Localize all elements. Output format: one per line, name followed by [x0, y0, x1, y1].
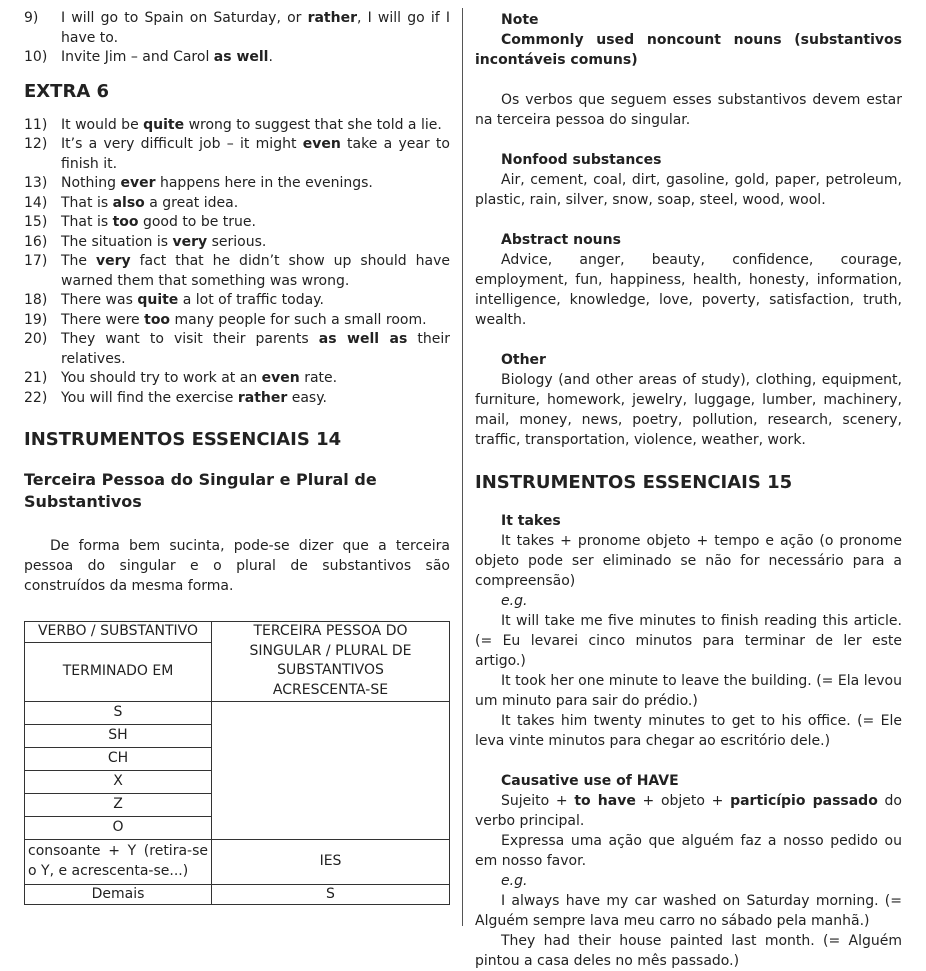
table-cell: CH: [25, 747, 212, 770]
ittakes-rule: It takes + pronome objeto + tempo e ação (o pronome objeto pode ser eliminado se não for necessário para a compreensão): [475, 533, 902, 589]
item-number: 22): [24, 389, 48, 406]
list-item: [24, 213, 450, 233]
list-item: [24, 330, 450, 369]
item-number: 18): [24, 292, 48, 308]
item-text: There was quite a lot of traffic today.: [61, 292, 324, 308]
left-column: [24, 0, 450, 905]
exercise-list-a: [24, 9, 450, 68]
list-item: [24, 252, 450, 291]
other-title: Other: [501, 352, 546, 368]
item-text: The very fact that he didn’t show up should have warned them that something was wrong.: [61, 253, 450, 289]
list-item: [24, 135, 450, 174]
column-divider: [462, 8, 463, 926]
example-5: They had their house painted last month. (= Alguém pintou a casa deles no mês passado.): [475, 933, 902, 969]
subheading: Terceira Pessoa do Singular e Plural de Substantivos: [24, 470, 377, 511]
table-cell: O: [25, 816, 212, 839]
abstract-text: Advice, anger, beauty, confidence, courage, employment, fun, happiness, health, honesty, information, intelligence, knowledge, love, poverty, satisfaction, truth, wealth.: [475, 252, 902, 328]
abstract-title: Abstract nouns: [501, 232, 621, 248]
table-cell-s: S: [212, 884, 450, 905]
list-item: [24, 48, 450, 68]
item-text: There were too many people for such a small room.: [61, 311, 427, 328]
causative-desc: Expressa uma ação que alguém faz a nosso pedido ou em nosso favor.: [475, 833, 902, 869]
item-text: It’s a very difficult job – it might even take a year to finish it.: [61, 136, 450, 172]
item-number: 9): [24, 10, 39, 26]
right-column: [475, 0, 902, 971]
note-text: Os verbos que seguem esses substantivos devem estar na terceira pessoa do singular.: [475, 92, 902, 128]
table-head-left-2: TERMINADO EM: [25, 642, 212, 701]
item-text: It would be quite wrong to suggest that she told a lie.: [61, 116, 442, 133]
eg-label: e.g.: [501, 593, 528, 609]
endings-table: [24, 621, 450, 905]
note-subtitle: Commonly used noncount nouns (substantivos incontáveis comuns): [475, 32, 902, 68]
example-4: I always have my car washed on Saturday morning. (= Alguém sempre lava meu carro no sábado pela manhã.): [475, 893, 902, 929]
example-2: It took her one minute to leave the building. (= Ela levou um minuto para sair do prédio.): [475, 673, 902, 709]
list-item: [24, 174, 450, 194]
item-number: 14): [24, 194, 48, 211]
extra-heading: EXTRA 6: [24, 80, 110, 102]
list-item: [24, 9, 450, 48]
list-item: [24, 311, 450, 331]
nonfood-title: Nonfood substances: [501, 152, 662, 168]
item-text: The situation is very serious.: [61, 233, 267, 250]
list-item: [24, 116, 450, 136]
item-text: You will find the exercise rather easy.: [61, 389, 327, 406]
table-cell: X: [25, 770, 212, 793]
other-text: Biology (and other areas of study), clothing, equipment, furniture, homework, jewelry, luggage, lumber, machinery, mail, money, news, poetry, pollution, research, scenery, traffic, transportation, violence, weather, work.: [475, 372, 902, 448]
item-number: 16): [24, 233, 48, 250]
item-text: Nothing ever happens here in the evenings.: [61, 175, 373, 191]
table-cell-ies: IES: [212, 839, 450, 884]
ittakes-title: It takes: [501, 513, 561, 529]
item-number: 21): [24, 370, 48, 386]
table-cell: Z: [25, 793, 212, 816]
item-text: I will go to Spain on Saturday, or rather, I will go if I have to.: [61, 10, 450, 46]
section-heading-14: INSTRUMENTOS ESSENCIAIS 14: [24, 429, 342, 450]
list-item: [24, 389, 450, 409]
causative-rule: Sujeito + to have + objeto + particípio passado do verbo principal.: [475, 793, 902, 829]
table-cell-empty: [212, 701, 450, 839]
item-number: 10): [24, 49, 48, 65]
item-text: That is also a great idea.: [61, 194, 239, 211]
eg-label-2: e.g.: [501, 873, 528, 889]
list-item: [24, 194, 450, 214]
nonfood-text: Air, cement, coal, dirt, gasoline, gold, paper, petroleum, plastic, rain, silver, snow, soap, steel, wood, wool.: [475, 172, 902, 208]
item-number: 17): [24, 253, 48, 269]
section-heading-15: INSTRUMENTOS ESSENCIAIS 15: [475, 472, 793, 493]
item-number: 13): [24, 175, 48, 191]
table-cell-demais: Demais: [25, 884, 212, 905]
intro-paragraph: De forma bem sucinta, pode-se dizer que a terceira pessoa do singular e o plural de substantivos são construídos da mesma forma.: [24, 538, 450, 594]
exercise-list-b: [24, 116, 450, 409]
item-number: 12): [24, 136, 48, 152]
causative-title: Causative use of HAVE: [501, 773, 679, 789]
item-number: 20): [24, 331, 48, 347]
table-head-left-1: VERBO / SUBSTANTIVO: [25, 622, 212, 643]
item-number: 15): [24, 214, 48, 230]
example-3: It takes him twenty minutes to get to his office. (= Ele leva vinte minutos para chegar ao escritório dele.): [475, 713, 902, 749]
item-text: Invite Jim – and Carol as well.: [61, 49, 273, 65]
table-cell-consonant-y: consoante + Y (retira-se o Y, e acrescenta-se...): [25, 839, 212, 884]
item-text: They want to visit their parents as well as their relatives.: [61, 331, 450, 367]
item-text: You should try to work at an even rate.: [61, 370, 338, 386]
list-item: [24, 291, 450, 311]
list-item: [24, 233, 450, 253]
list-item: [24, 369, 450, 389]
item-number: 19): [24, 311, 48, 328]
example-1: It will take me five minutes to finish reading this article. (= Eu levarei cinco minutos para terminar de ler este artigo.): [475, 613, 902, 669]
table-cell: S: [25, 701, 212, 724]
item-number: 11): [24, 116, 48, 133]
table-head-right: TERCEIRA PESSOA DO SINGULAR / PLURAL DE SUBSTANTIVOS ACRESCENTA-SE: [212, 622, 450, 702]
note-title: Note: [501, 12, 539, 28]
table-cell: SH: [25, 724, 212, 747]
item-text: That is too good to be true.: [61, 214, 256, 230]
